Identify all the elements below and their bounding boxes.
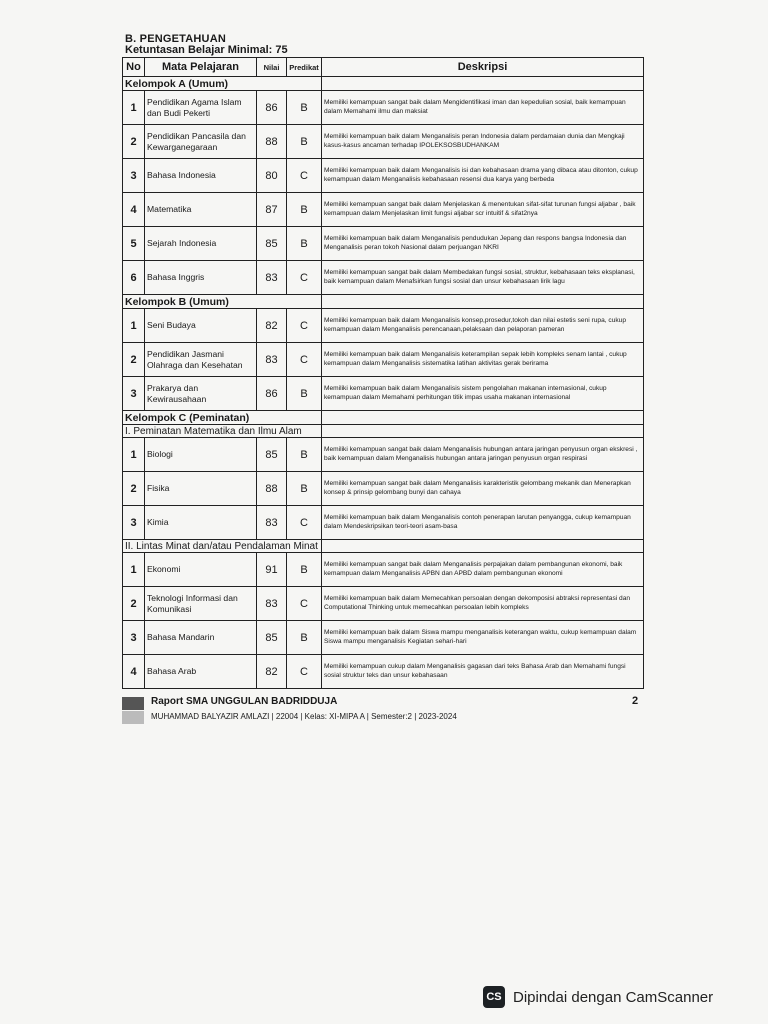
- score-value: 82: [257, 309, 287, 343]
- table-row: [123, 655, 644, 689]
- score-value: 88: [257, 125, 287, 159]
- header-score: Nilai: [257, 58, 287, 77]
- row-number: 2: [123, 587, 145, 621]
- subject-name: Bahasa Mandarin: [145, 621, 257, 655]
- camscanner-watermark: [483, 985, 713, 1009]
- header-description: Deskripsi: [322, 58, 644, 77]
- row-number: 5: [123, 227, 145, 261]
- footer-student-info: MUHAMMAD BALYAZIR AMLAZI | 22004 | Kelas: XI-MIPA A | Semester:2 | 2023-2024: [151, 712, 457, 721]
- header-subject: Mata Pelajaran: [145, 58, 257, 77]
- score-value: 83: [257, 587, 287, 621]
- row-number: 1: [123, 91, 145, 125]
- group-row: [123, 77, 644, 91]
- group-row: [123, 295, 644, 309]
- predicate-value: B: [287, 91, 322, 125]
- subgroup-row: [123, 540, 644, 553]
- header-predicate: Predikat: [287, 58, 322, 77]
- footer-marker-dark: [122, 697, 144, 710]
- header-no: No: [123, 58, 145, 77]
- group-filler: [322, 425, 644, 438]
- table-row: [123, 193, 644, 227]
- subject-name: Fisika: [145, 472, 257, 506]
- table-row: [123, 621, 644, 655]
- score-value: 85: [257, 438, 287, 472]
- score-value: 86: [257, 91, 287, 125]
- description-text: Memiliki kemampuan cukup dalam Menganalisis gagasan dari teks Bahasa Arab dan Memahami fungsi sosial struktur teks dan unsur kebahasaan: [322, 655, 644, 689]
- predicate-value: B: [287, 377, 322, 411]
- description-text: Memiliki kemampuan baik dalam Menganalisis isi dan kebahasaan drama yang dibaca atau ditonton, cukup kemampuan dalam Menganalisis kebahasaan resensi dua karya yang berbeda: [322, 159, 644, 193]
- camscanner-logo-icon: CS: [483, 986, 505, 1008]
- row-number: 1: [123, 553, 145, 587]
- score-value: 85: [257, 227, 287, 261]
- predicate-value: C: [287, 261, 322, 295]
- subject-name: Pendidikan Agama Islam dan Budi Pekerti: [145, 91, 257, 125]
- predicate-value: C: [287, 159, 322, 193]
- predicate-value: B: [287, 553, 322, 587]
- subject-name: Pendidikan Jasmani Olahraga dan Kesehatan: [145, 343, 257, 377]
- group-filler: [322, 77, 644, 91]
- group-filler: [322, 295, 644, 309]
- subject-name: Biologi: [145, 438, 257, 472]
- group-row: [123, 411, 644, 425]
- group-filler: [322, 411, 644, 425]
- predicate-value: B: [287, 125, 322, 159]
- predicate-value: C: [287, 343, 322, 377]
- score-value: 87: [257, 193, 287, 227]
- subject-name: Prakarya dan Kewirausahaan: [145, 377, 257, 411]
- kkm-label: Ketuntasan Belajar Minimal: 75: [125, 44, 288, 56]
- row-number: 4: [123, 655, 145, 689]
- score-value: 83: [257, 343, 287, 377]
- description-text: Memiliki kemampuan sangat baik dalam Mengidentifikasi iman dan kepedulian sosial, baik kemampuan dalam Memahami ilmu dan maksiat: [322, 91, 644, 125]
- subject-name: Teknologi Informasi dan Komunikasi: [145, 587, 257, 621]
- table-row: [123, 125, 644, 159]
- score-value: 86: [257, 377, 287, 411]
- predicate-value: B: [287, 472, 322, 506]
- subject-name: Matematika: [145, 193, 257, 227]
- predicate-value: C: [287, 309, 322, 343]
- table-row: [123, 553, 644, 587]
- grades-table: [122, 57, 644, 689]
- predicate-value: B: [287, 621, 322, 655]
- row-number: 3: [123, 377, 145, 411]
- subject-name: Bahasa Arab: [145, 655, 257, 689]
- grades-body: [123, 77, 644, 689]
- row-number: 2: [123, 125, 145, 159]
- description-text: Memiliki kemampuan baik dalam Menganalisis sistem pengolahan makanan internasional, cukup kemampuan dalam Memahami perhitungan titik impas usaha makanan internasional: [322, 377, 644, 411]
- score-value: 83: [257, 506, 287, 540]
- table-row: [123, 227, 644, 261]
- score-value: 83: [257, 261, 287, 295]
- score-value: 82: [257, 655, 287, 689]
- description-text: Memiliki kemampuan sangat baik dalam Menjelaskan & menentukan sifat-sifat turunan fungsi aljabar , baik kemampuan dalam Menjelaskan limit fungsi aljabar scr intuitif & sifat2nya: [322, 193, 644, 227]
- subgroup-title: I. Peminatan Matematika dan Ilmu Alam: [123, 425, 322, 438]
- score-value: 85: [257, 621, 287, 655]
- table-row: [123, 159, 644, 193]
- table-row: [123, 377, 644, 411]
- table-row: [123, 506, 644, 540]
- table-row: [123, 587, 644, 621]
- description-text: Memiliki kemampuan baik dalam Menganalisis contoh penerapan larutan penyangga, cukup kemampuan dalam Mendeskripsikan teori-teori asam-basa: [322, 506, 644, 540]
- camscanner-text: Dipindai dengan CamScanner: [513, 988, 714, 1006]
- predicate-value: C: [287, 506, 322, 540]
- row-number: 3: [123, 506, 145, 540]
- table-row: [123, 91, 644, 125]
- table-row: [123, 309, 644, 343]
- header-row: [123, 58, 644, 77]
- subject-name: Pendidikan Pancasila dan Kewarganegaraan: [145, 125, 257, 159]
- score-value: 91: [257, 553, 287, 587]
- row-number: 2: [123, 472, 145, 506]
- description-text: Memiliki kemampuan baik dalam Menganalisis konsep,prosedur,tokoh dan nilai estetis seni rupa, cukup kemampuan dalam Menganalisis perencanaan,pelaksaan dan pelaporan pameran: [322, 309, 644, 343]
- predicate-value: B: [287, 438, 322, 472]
- footer-marker-light: [122, 711, 144, 724]
- description-text: Memiliki kemampuan sangat baik dalam Membedakan fungsi sosial, struktur, kebahasaan teks eksplanasi, baik kemampuan dalam Menafsirkan fungsi sosial dan unsur kebahasaan lirik lagu: [322, 261, 644, 295]
- table-row: [123, 438, 644, 472]
- predicate-value: C: [287, 587, 322, 621]
- description-text: Memiliki kemampuan baik dalam Siswa mampu menganalisis keterangan waktu, cukup kemampuan dalam Siswa mampu menganalisis Kegiatan sehari-hari: [322, 621, 644, 655]
- group-title: Kelompok B (Umum): [123, 295, 322, 309]
- page-number: 2: [632, 695, 639, 707]
- footer-title: Raport SMA UNGGULAN BADRIDDUJA: [151, 696, 338, 707]
- subject-name: Ekonomi: [145, 553, 257, 587]
- subject-name: Bahasa Inggris: [145, 261, 257, 295]
- predicate-value: B: [287, 193, 322, 227]
- description-text: Memiliki kemampuan baik dalam Menganalisis keterampilan sepak lebih kompleks senam lantai , cukup kemampuan dalam Menganalisis sistematika latihan aktivitas gerak berirama: [322, 343, 644, 377]
- subject-name: Sejarah Indonesia: [145, 227, 257, 261]
- row-number: 3: [123, 621, 145, 655]
- group-filler: [322, 540, 644, 553]
- subject-name: Bahasa Indonesia: [145, 159, 257, 193]
- subgroup-row: [123, 425, 644, 438]
- table-row: [123, 261, 644, 295]
- description-text: Memiliki kemampuan baik dalam Menganalisis pendudukan Jepang dan respons bangsa Indonesia dan Menganalisis peran tokoh Nasional dalam perjuangan NKRI: [322, 227, 644, 261]
- row-number: 1: [123, 438, 145, 472]
- description-text: Memiliki kemampuan sangat baik dalam Menganalisis karakteristik gelombang mekanik dan Menerapkan konsep & prinsip gelombang bunyi dan cahaya: [322, 472, 644, 506]
- row-number: 6: [123, 261, 145, 295]
- description-text: Memiliki kemampuan sangat baik dalam Menganalisis hubungan antara jaringan penyusun organ ekskresi , baik kemampuan dalam Menganalisis hubungan antara jaringan penyusun organ respirasi: [322, 438, 644, 472]
- description-text: Memiliki kemampuan baik dalam Memecahkan persoalan dengan dekomposisi abtraksi representasi dan Computational Thinking untuk memecahkan persoalan lebih kompleks: [322, 587, 644, 621]
- group-title: Kelompok C (Peminatan): [123, 411, 322, 425]
- table-row: [123, 343, 644, 377]
- score-value: 80: [257, 159, 287, 193]
- description-text: Memiliki kemampuan sangat baik dalam Menganalisis perpajakan dalam pembangunan ekonomi, baik kemampuan dalam Menganalisis APBN dan APBD dalam pembangunan ekonomi: [322, 553, 644, 587]
- description-text: Memiliki kemampuan baik dalam Menganalisis peran Indonesia dalam perdamaian dunia dan Mengkaji kasus-kasus ancaman terhadap IPOLEKSOSBUDHANKAM: [322, 125, 644, 159]
- subgroup-title: II. Lintas Minat dan/atau Pendalaman Minat: [123, 540, 322, 553]
- row-number: 3: [123, 159, 145, 193]
- predicate-value: B: [287, 227, 322, 261]
- row-number: 2: [123, 343, 145, 377]
- predicate-value: C: [287, 655, 322, 689]
- row-number: 4: [123, 193, 145, 227]
- subject-name: Kimia: [145, 506, 257, 540]
- table-row: [123, 472, 644, 506]
- group-title: Kelompok A (Umum): [123, 77, 322, 91]
- subject-name: Seni Budaya: [145, 309, 257, 343]
- row-number: 1: [123, 309, 145, 343]
- section-title: B. PENGETAHUAN: [125, 33, 226, 45]
- score-value: 88: [257, 472, 287, 506]
